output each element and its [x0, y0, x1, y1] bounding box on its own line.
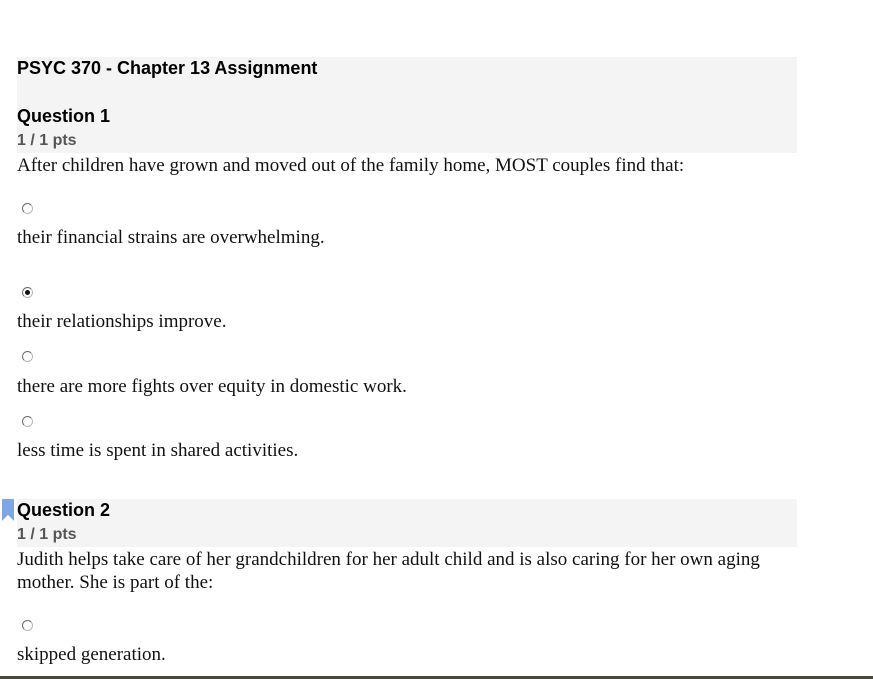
question-2-title: Question 2: [17, 500, 111, 520]
question-2-text: Judith helps take care of her grandchildren for her adult child and is also caring for her own aging mother. She is part of the:: [17, 549, 760, 593]
question-1-answer-3[interactable]: there are more fights over equity in domestic work.: [17, 376, 407, 397]
question-2-points: 1 / 1 pts: [17, 526, 77, 543]
question-1-answer-1[interactable]: their financial strains are overwhelming.: [17, 227, 325, 248]
question-1-answer-4[interactable]: less time is spent in shared activities.: [17, 440, 299, 461]
question-1-points: 1 / 1 pts: [17, 132, 77, 149]
bookmark-icon[interactable]: [2, 499, 14, 521]
radio-unchecked-icon[interactable]: [22, 351, 33, 362]
question-1-title: Question 1: [17, 106, 111, 126]
radio-unchecked-icon[interactable]: [22, 203, 33, 214]
radio-unchecked-icon[interactable]: [22, 620, 33, 631]
radio-unchecked-icon[interactable]: [22, 416, 33, 427]
radio-checked-icon[interactable]: [22, 287, 33, 298]
question-1-answer-2[interactable]: their relationships improve.: [17, 311, 227, 332]
question-1-text: After children have grown and moved out of the family home, MOST couples find that:: [17, 155, 685, 176]
question-2-answer-1[interactable]: skipped generation.: [17, 644, 166, 665]
assignment-title: PSYC 370 - Chapter 13 Assignment: [17, 58, 318, 78]
question-2-header-band: [17, 499, 797, 547]
